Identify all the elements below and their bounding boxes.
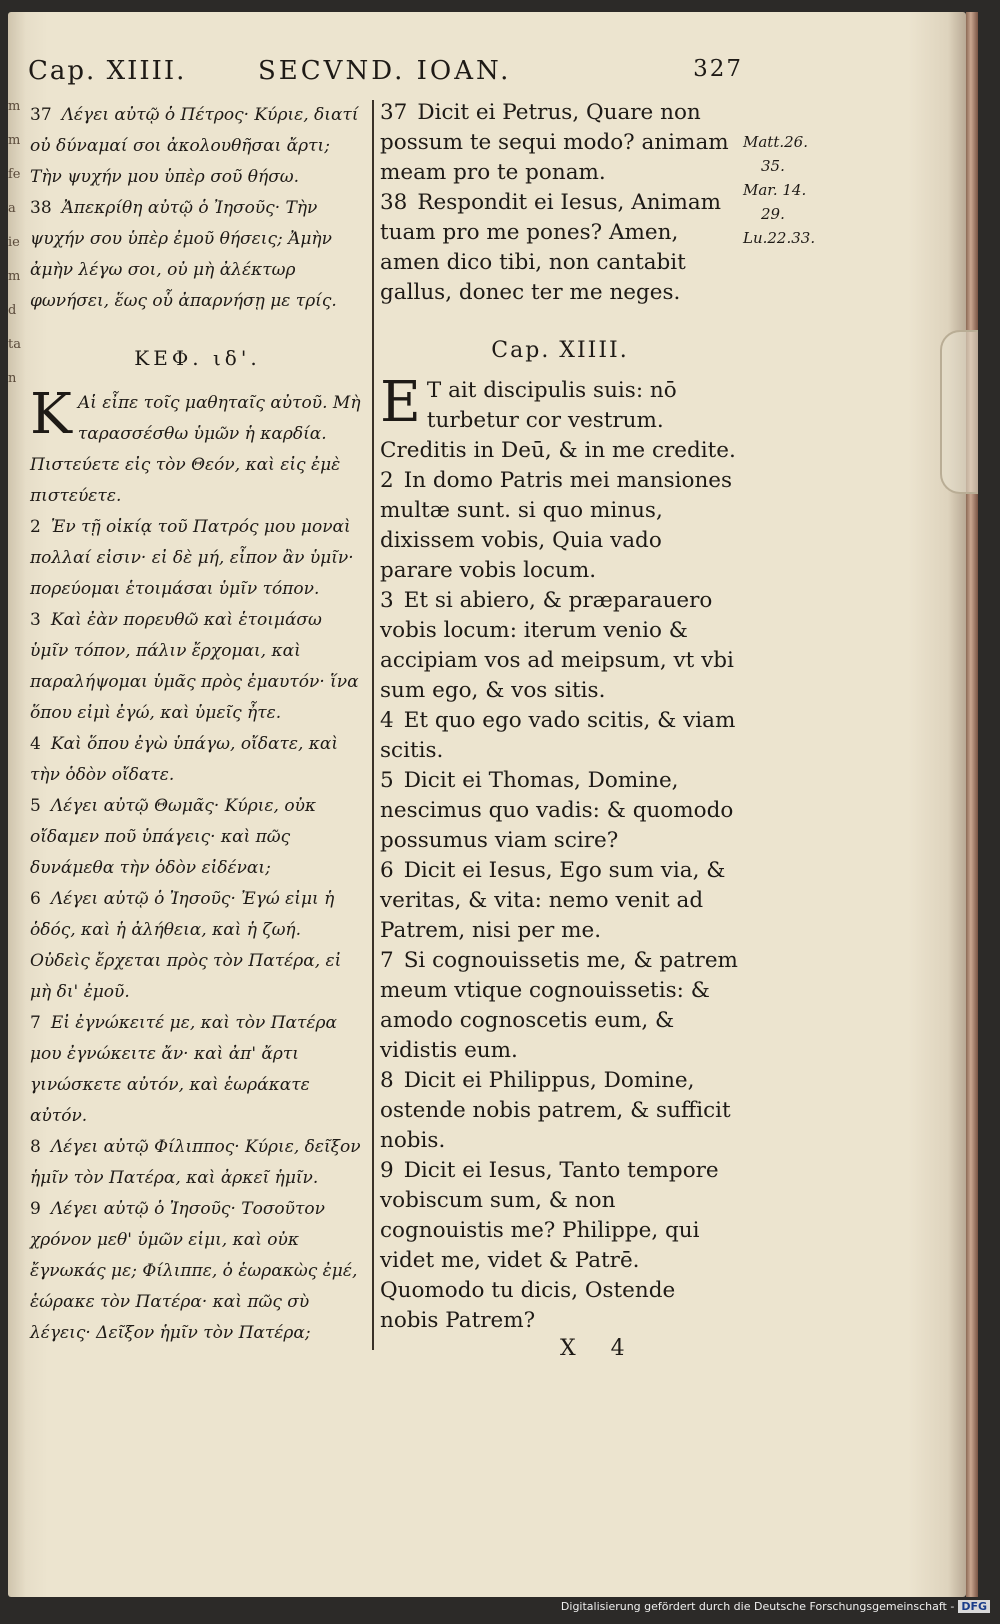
greek-column [30, 100, 365, 1349]
gutter-fragments [8, 90, 28, 390]
margin-note: Mar. 14. [743, 181, 807, 199]
latin-chapter-heading: Cap. XIIII. [491, 338, 629, 363]
greek-chapter-heading: ΚΕΦ. ιδ'. [134, 346, 261, 370]
gutter-fragment: fe [8, 167, 21, 182]
page-tab-mark [940, 330, 978, 494]
column-divider [372, 100, 374, 1350]
gutter-fragment: ie [8, 235, 20, 250]
latin-verse: 8 Dicit ei Philippus, Domine, ostende nobis patrem, & sufficit nobis. [380, 1068, 731, 1153]
drop-cap: E [380, 370, 421, 435]
page-number: 327 [693, 56, 743, 82]
header-chapter: Cap. XIIII. [28, 56, 187, 86]
greek-verse: 37 Λέγει αὐτῷ ὁ Πέτρος· Κύριε, διατί οὐ δύναμαί σοι ἀκολουθῆσαι ἄρτι; Τὴν ψυχήν μου ὑπὲρ σοῦ θήσω. [30, 105, 359, 187]
margin-note: Matt.26. [743, 133, 808, 151]
latin-verse: 4 Et quo ego vado scitis, & viam scitis. [380, 708, 736, 763]
latin-verse: 7 Si cognouissetis me, & patrem meum vtique cognouissetis: & amodo cognoscetis eum, & vidistis eum. [380, 948, 738, 1063]
margin-note: 35. [761, 157, 785, 175]
greek-verse: 2 Ἐν τῇ οἰκίᾳ τοῦ Πατρός μου μοναὶ πολλαί εἰσιν· εἰ δὲ μή, εἶπον ἂν ὑμῖν· πορεύομαι ἑτοιμάσαι ὑμῖν τόπον. [30, 517, 354, 599]
greek-verse: 6 Λέγει αὐτῷ ὁ Ἰησοῦς· Ἐγώ εἰμι ἡ ὁδός, καὶ ἡ ἀλήθεια, καὶ ἡ ζωή. Οὐδεὶς ἔρχεται πρὸς τὸν Πατέρα, εἰ μὴ δι' ἐμοῦ. [30, 889, 342, 1002]
gutter-fragment: m [8, 99, 21, 114]
latin-verse: 37 Dicit ei Petrus, Quare non possum te sequi modo? animam meam pro te ponam. [380, 100, 729, 185]
latin-verse: 5 Dicit ei Thomas, Domine, nescimus quo vadis: & quomodo possumus viam scire? [380, 768, 734, 853]
gutter-fragment: d [8, 303, 17, 318]
latin-verse: 3 Et si abiero, & præparauero vobis locum: iterum venio & accipiam vos ad meipsum, vt vbi sum ego, & vos sitis. [380, 588, 734, 703]
latin-verse: 2 In domo Patris mei mansiones multæ sunt. si quo minus, dixissem vobis, Quia vado parare vobis locum. [380, 468, 733, 583]
greek-verse-first: K Αἱ εἶπε τοῖς μαθηταῖς αὐτοῦ. Μὴ ταρασσέσθω ὑμῶν ἡ καρδία. Πιστεύετε εἰς τὸν Θεόν, καὶ εἰς ἐμὲ πιστεύετε. [30, 382, 361, 506]
drop-cap: K [30, 382, 72, 447]
greek-verse: 4 Καὶ ὅπου ἐγὼ ὑπάγω, οἴδατε, καὶ τὴν ὁδὸν οἴδατε. [30, 734, 339, 785]
gutter-fragment: ta [8, 337, 21, 352]
margin-note: Lu.22.33. [743, 229, 816, 247]
dfg-credit [550, 1600, 990, 1620]
dfg-logo: DFG [958, 1600, 990, 1613]
greek-verse: 3 Καὶ ἐὰν πορευθῶ καὶ ἑτοιμάσω ὑμῖν τόπον, πάλιν ἔρχομαι, καὶ παραλήψομαι ὑμᾶς πρὸς ἐμαυτόν· ἵνα ὅπου εἰμὶ ἐγώ, καὶ ὑμεῖς ἦτε. [30, 610, 359, 723]
page-edge [966, 12, 978, 1597]
greek-verse: 9 Λέγει αὐτῷ ὁ Ἰησοῦς· Τοσοῦτον χρόνον μεθ' ὑμῶν εἰμι, καὶ οὐκ ἔγνωκάς με; Φίλιππε, ὁ ἑωρακὼς ἐμέ, ἑώρακε τὸν Πατέρα· καὶ πῶς σὺ λέγεις· Δεῖξον ἡμῖν τὸν Πατέρα; [30, 1199, 358, 1343]
greek-verse: 8 Λέγει αὐτῷ Φίλιππος· Κύριε, δεῖξον ἡμῖν τὸν Πατέρα, καὶ ἀρκεῖ ἡμῖν. [30, 1137, 361, 1188]
header-title: SECVND. IOAN. [258, 56, 512, 86]
gutter-fragment: a [8, 201, 16, 216]
signature-mark: X 4 [560, 1336, 639, 1361]
latin-verse: 9 Dicit ei Iesus, Tanto tempore vobiscum sum, & non cognouistis me? Philippe, qui videt me, videt & Patrē. Quomodo tu dicis, Ostende nobis Patrem? [380, 1158, 719, 1333]
latin-verse: 6 Dicit ei Iesus, Ego sum via, & veritas, & vita: nemo venit ad Patrem, nisi per me. [380, 858, 726, 943]
latin-verse: 38 Respondit ei Iesus, Animam tuam pro me pones? Amen, amen dico tibi, non cantabit gallus, donec ter me neges. [380, 190, 722, 305]
gutter-fragment: m [8, 133, 21, 148]
dfg-credit-text: Digitalisierung gefördert durch die Deutsche Forschungsgemeinschaft - [560, 1600, 955, 1613]
gutter-fragment: n [8, 371, 17, 386]
latin-verse-first: E T ait discipulis suis: nō turbetur cor vestrum. Creditis in Deū, & in me credite. [380, 370, 736, 463]
greek-verse: 7 Εἰ ἐγνώκειτέ με, καὶ τὸν Πατέρα μου ἐγνώκειτε ἄν· καὶ ἀπ' ἄρτι γινώσκετε αὐτόν, καὶ ἑωράκατε αὐτόν. [30, 1013, 338, 1126]
margin-note: 29. [761, 205, 785, 223]
running-header [28, 56, 743, 96]
margin-references [743, 130, 843, 250]
greek-verse: 38 Ἀπεκρίθη αὐτῷ ὁ Ἰησοῦς· Τὴν ψυχήν σου ὑπὲρ ἐμοῦ θήσεις; Ἀμὴν ἀμὴν λέγω σοι, οὐ μὴ ἀλέκτωρ φωνήσει, ἕως οὗ ἀπαρνήσῃ με τρίς. [30, 198, 337, 311]
latin-column [380, 98, 740, 1336]
greek-verse: 5 Λέγει αὐτῷ Θωμᾶς· Κύριε, οὐκ οἴδαμεν ποῦ ὑπάγεις· καὶ πῶς δυνάμεθα τὴν ὁδὸν εἰδέναι; [30, 796, 317, 878]
gutter-fragment: m [8, 269, 21, 284]
